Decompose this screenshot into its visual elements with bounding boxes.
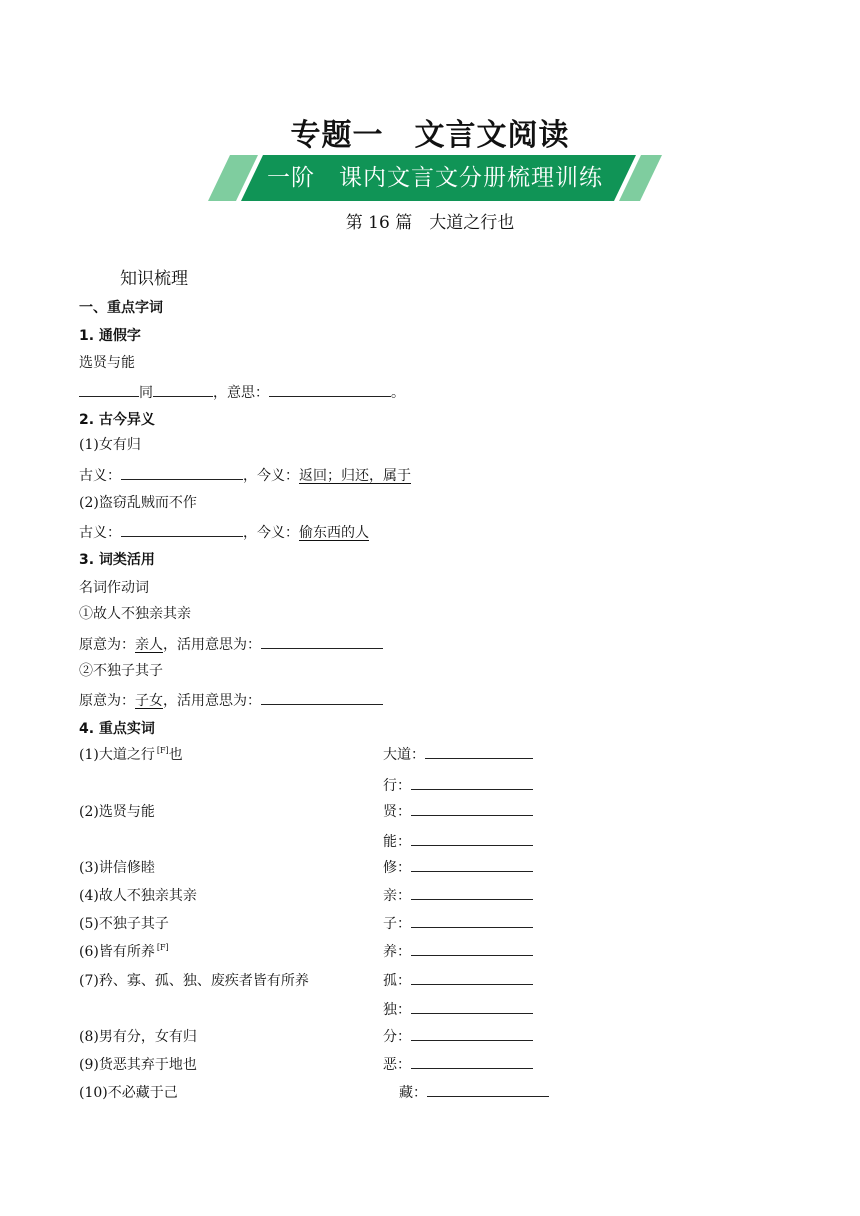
answer-blank[interactable] [79,382,139,397]
cilei-item-1: ①故人不独亲其亲 [79,606,191,622]
tongjiazi-fill-line: 同 ，意思： 。 [79,382,405,402]
field-qin: 亲： [383,885,533,905]
field-xiu: 修： [383,857,533,877]
field-zi: 子： [383,913,533,933]
field-xing: 行： [383,775,533,795]
shici-item-8: (8)男有分，女有归 [79,1029,197,1045]
cilei-item-2: ②不独子其子 [79,663,163,679]
shici-item-10: (10)不必藏于己 [79,1085,178,1101]
answer-blank[interactable] [411,999,533,1014]
cilei-fill-line-2: 原意为：子女，活用意思为： [79,690,383,710]
answer-blank[interactable] [121,465,243,480]
cilei-fill-line-1: 原意为：亲人，活用意思为： [79,634,383,654]
answer-blank[interactable] [153,382,213,397]
shici-item-4: (4)故人不独亲其亲 [79,888,197,904]
answer-blank[interactable] [411,913,533,928]
shici-item-6: (6)皆有所养 [F] [79,943,169,960]
shici-item-7: (7)矜、寡、孤、独、废疾者皆有所养 [79,973,309,989]
gujin-item-1: (1)女有归 [79,437,141,453]
answer-blank[interactable] [411,801,533,816]
section-heading: 知识梳理 [120,269,188,289]
page-title: 专题一 文言文阅读 [290,118,570,153]
answer-blank[interactable] [411,857,533,872]
field-gu: 孤： [383,970,533,990]
answer-blank[interactable] [411,775,533,790]
answer-blank[interactable] [425,744,533,759]
shici-item-1: (1)大道之行 [F]也 [79,746,183,763]
answer-blank[interactable] [411,1054,533,1069]
field-fen: 分： [383,1026,533,1046]
field-du: 独： [383,999,533,1019]
shici-item-2: (2)选贤与能 [79,804,155,820]
answer-blank[interactable] [411,885,533,900]
field-yang: 养： [383,941,533,961]
shici-item-9: (9)货恶其弃于地也 [79,1057,197,1073]
given-answer: 子女 [135,693,163,709]
shici-item-5: (5)不独子其子 [79,916,169,932]
gujin-fill-line-2: 古义： ，今义：偷东西的人 [79,522,369,542]
answer-blank[interactable] [411,970,533,985]
field-dadao: 大道： [383,744,533,764]
article-title: 第 16 篇 大道之行也 [345,213,515,233]
tongjiazi-phrase: 选贤与能 [79,355,135,371]
gujin-item-2: (2)盗窃乱贼而不作 [79,495,197,511]
answer-blank[interactable] [411,1026,533,1041]
answer-blank[interactable] [121,522,243,537]
field-wu: 恶： [383,1054,533,1074]
cilei-heading: 3. 词类活用 [79,552,155,568]
field-neng: 能： [383,831,533,851]
given-answer: 返回；归还，属于 [299,468,411,484]
gujin-fill-line-1: 古义： ，今义：返回；归还，属于 [79,465,411,485]
cilei-sub: 名词作动词 [79,580,149,596]
given-answer: 偷东西的人 [299,525,369,541]
answer-blank[interactable] [269,382,391,397]
answer-blank[interactable] [261,634,383,649]
part-heading: 一、重点字词 [79,300,163,316]
banner-title: 一阶 课内文言文分册梳理训练 [267,165,603,191]
tongjiazi-heading: 1. 通假字 [79,328,141,344]
answer-blank[interactable] [411,831,533,846]
answer-blank[interactable] [411,941,533,956]
answer-blank[interactable] [427,1082,549,1097]
gujin-heading: 2. 古今异义 [79,412,155,428]
answer-blank[interactable] [261,690,383,705]
given-answer: 亲人 [135,637,163,653]
field-cang: 藏： [399,1082,549,1102]
shici-heading: 4. 重点实词 [79,721,155,737]
field-xian: 贤： [383,801,533,821]
shici-item-3: (3)讲信修睦 [79,860,155,876]
section-banner [208,155,662,201]
